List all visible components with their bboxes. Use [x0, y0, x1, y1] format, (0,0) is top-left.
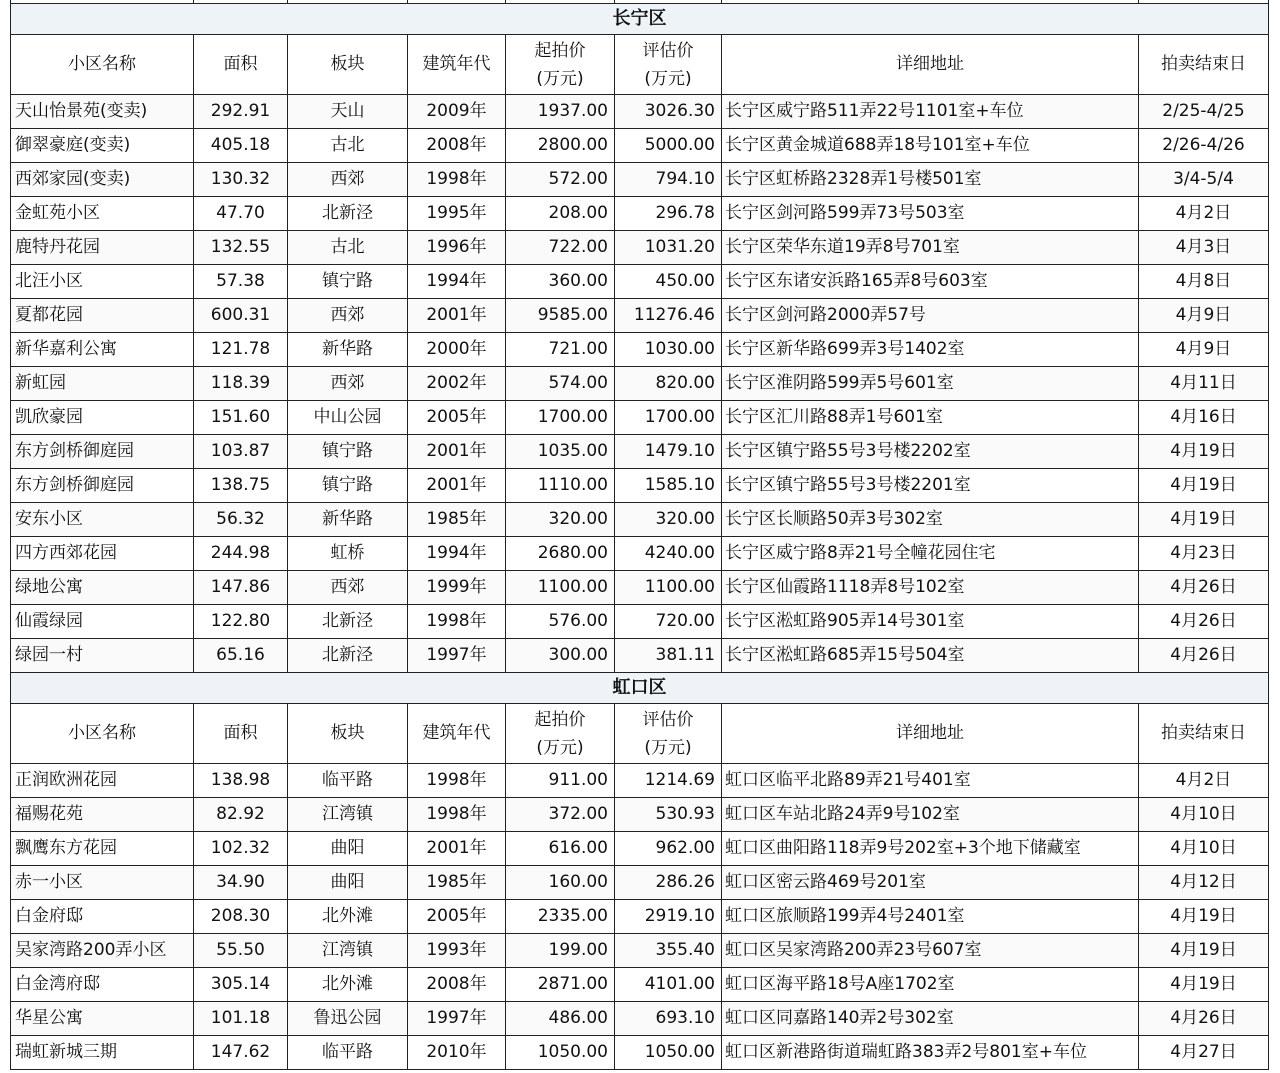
table-row	[11, 866, 1269, 900]
eval-price-cell: 1214.69	[615, 764, 722, 798]
header-text: 起拍价	[534, 709, 586, 730]
start-price-cell: 574.00	[506, 367, 615, 401]
start-price-cell: 721.00	[506, 333, 615, 367]
header-end-date: 拍卖结束日	[1139, 704, 1269, 764]
table-row	[11, 503, 1269, 537]
header-area: 面积	[194, 704, 288, 764]
section-title: 虹口区	[11, 673, 1269, 704]
area-cell: 405.18	[194, 129, 288, 163]
eval-price-cell: 693.10	[615, 1002, 722, 1036]
table-row	[11, 401, 1269, 435]
eval-price-cell: 5000.00	[615, 129, 722, 163]
eval-price-cell: 296.78	[615, 197, 722, 231]
end-date-cell: 4月9日	[1139, 333, 1269, 367]
name-cell: 四方西郊花园	[11, 537, 194, 571]
table-row	[11, 1036, 1269, 1070]
area-cell: 138.98	[194, 764, 288, 798]
block-cell: 临平路	[288, 764, 408, 798]
year-cell: 2008年	[408, 968, 506, 1002]
year-cell: 2000年	[408, 333, 506, 367]
end-date-cell: 4月12日	[1139, 866, 1269, 900]
header-end-date: 拍卖结束日	[1139, 35, 1269, 95]
area-cell: 244.98	[194, 537, 288, 571]
area-cell: 600.31	[194, 299, 288, 333]
section-title-row	[11, 673, 1269, 704]
area-cell: 208.30	[194, 900, 288, 934]
header-eval-price	[615, 35, 722, 95]
name-cell: 福赐花苑	[11, 798, 194, 832]
table-row	[11, 299, 1269, 333]
auction-listing	[10, 0, 1268, 1070]
area-cell: 122.80	[194, 605, 288, 639]
end-date-cell: 4月10日	[1139, 798, 1269, 832]
header-text: (万元)	[644, 68, 692, 89]
end-date-cell: 4月26日	[1139, 1002, 1269, 1036]
block-cell: 新华路	[288, 503, 408, 537]
name-cell: 金虹苑小区	[11, 197, 194, 231]
start-price-cell: 9585.00	[506, 299, 615, 333]
table-row	[11, 333, 1269, 367]
table-row	[11, 95, 1269, 129]
start-price-cell: 300.00	[506, 639, 615, 673]
start-price-cell: 1100.00	[506, 571, 615, 605]
header-start-price	[506, 704, 615, 764]
end-date-cell: 4月19日	[1139, 900, 1269, 934]
name-cell: 绿地公寓	[11, 571, 194, 605]
start-price-cell: 2680.00	[506, 537, 615, 571]
table-row	[11, 163, 1269, 197]
header-name: 小区名称	[11, 704, 194, 764]
area-cell: 292.91	[194, 95, 288, 129]
eval-price-cell: 2919.10	[615, 900, 722, 934]
end-date-cell: 4月26日	[1139, 571, 1269, 605]
eval-price-cell: 320.00	[615, 503, 722, 537]
area-cell: 55.50	[194, 934, 288, 968]
name-cell: 新虹园	[11, 367, 194, 401]
table-row	[11, 435, 1269, 469]
eval-price-cell: 1050.00	[615, 1036, 722, 1070]
header-text: 评估价	[642, 40, 694, 61]
header-name: 小区名称	[11, 35, 194, 95]
eval-price-cell: 794.10	[615, 163, 722, 197]
table-row	[11, 934, 1269, 968]
year-cell: 2008年	[408, 129, 506, 163]
start-price-cell: 722.00	[506, 231, 615, 265]
header-address: 详细地址	[722, 35, 1139, 95]
block-cell: 新华路	[288, 333, 408, 367]
year-cell: 2010年	[408, 1036, 506, 1070]
block-cell: 西郊	[288, 299, 408, 333]
year-cell: 1998年	[408, 798, 506, 832]
eval-price-cell: 1585.10	[615, 469, 722, 503]
start-price-cell: 576.00	[506, 605, 615, 639]
address-cell: 长宁区新华路699弄3号1402室	[722, 333, 1139, 367]
table-row	[11, 900, 1269, 934]
year-cell: 2001年	[408, 435, 506, 469]
end-date-cell: 3/4-5/4	[1139, 163, 1269, 197]
header-text: (万元)	[644, 737, 692, 758]
eval-price-cell: 3026.30	[615, 95, 722, 129]
start-price-cell: 208.00	[506, 197, 615, 231]
year-cell: 2002年	[408, 367, 506, 401]
block-cell: 江湾镇	[288, 934, 408, 968]
address-cell: 长宁区仙霞路1118弄8号102室	[722, 571, 1139, 605]
eval-price-cell: 286.26	[615, 866, 722, 900]
area-cell: 147.62	[194, 1036, 288, 1070]
area-cell: 101.18	[194, 1002, 288, 1036]
eval-price-cell: 1100.00	[615, 571, 722, 605]
header-row	[11, 704, 1269, 764]
block-cell: 镇宁路	[288, 469, 408, 503]
header-block: 板块	[288, 704, 408, 764]
end-date-cell: 4月11日	[1139, 367, 1269, 401]
year-cell: 1997年	[408, 639, 506, 673]
block-cell: 西郊	[288, 163, 408, 197]
start-price-cell: 1110.00	[506, 469, 615, 503]
block-cell: 北新泾	[288, 197, 408, 231]
end-date-cell: 4月8日	[1139, 265, 1269, 299]
header-text: 评估价	[642, 709, 694, 730]
name-cell: 瑞虹新城三期	[11, 1036, 194, 1070]
eval-price-cell: 820.00	[615, 367, 722, 401]
end-date-cell: 4月26日	[1139, 605, 1269, 639]
block-cell: 镇宁路	[288, 265, 408, 299]
address-cell: 虹口区同嘉路140弄2号302室	[722, 1002, 1139, 1036]
area-cell: 47.70	[194, 197, 288, 231]
name-cell: 东方剑桥御庭园	[11, 435, 194, 469]
name-cell: 鹿特丹花园	[11, 231, 194, 265]
block-cell: 临平路	[288, 1036, 408, 1070]
name-cell: 御翠豪庭(变卖)	[11, 129, 194, 163]
table-row	[11, 1002, 1269, 1036]
year-cell: 2005年	[408, 900, 506, 934]
header-year: 建筑年代	[408, 35, 506, 95]
area-cell: 34.90	[194, 866, 288, 900]
header-text: (万元)	[536, 68, 584, 89]
start-price-cell: 1700.00	[506, 401, 615, 435]
area-cell: 132.55	[194, 231, 288, 265]
section-title: 长宁区	[11, 4, 1269, 35]
end-date-cell: 4月16日	[1139, 401, 1269, 435]
year-cell: 2001年	[408, 299, 506, 333]
address-cell: 虹口区车站北路24弄9号102室	[722, 798, 1139, 832]
end-date-cell: 4月3日	[1139, 231, 1269, 265]
address-cell: 长宁区镇宁路55号3号楼2201室	[722, 469, 1139, 503]
eval-price-cell: 720.00	[615, 605, 722, 639]
header-start-price	[506, 35, 615, 95]
table-row	[11, 968, 1269, 1002]
name-cell: 西郊家园(变卖)	[11, 163, 194, 197]
year-cell: 1997年	[408, 1002, 506, 1036]
table-row	[11, 639, 1269, 673]
address-cell: 虹口区吴家湾路200弄23号607室	[722, 934, 1139, 968]
address-cell: 长宁区淮阴路599弄5号601室	[722, 367, 1139, 401]
section-title-row	[11, 4, 1269, 35]
end-date-cell: 4月2日	[1139, 764, 1269, 798]
start-price-cell: 2871.00	[506, 968, 615, 1002]
address-cell: 虹口区曲阳路118弄9号202室+3个地下储藏室	[722, 832, 1139, 866]
name-cell: 仙霞绿园	[11, 605, 194, 639]
start-price-cell: 372.00	[506, 798, 615, 832]
start-price-cell: 360.00	[506, 265, 615, 299]
block-cell: 古北	[288, 129, 408, 163]
address-cell: 长宁区虹桥路2328弄1号楼501室	[722, 163, 1139, 197]
eval-price-cell: 4101.00	[615, 968, 722, 1002]
year-cell: 1998年	[408, 605, 506, 639]
year-cell: 1995年	[408, 197, 506, 231]
year-cell: 2001年	[408, 469, 506, 503]
end-date-cell: 4月27日	[1139, 1036, 1269, 1070]
address-cell: 虹口区密云路469号201室	[722, 866, 1139, 900]
table-row	[11, 129, 1269, 163]
area-cell: 56.32	[194, 503, 288, 537]
address-cell: 长宁区淞虹路905弄14号301室	[722, 605, 1139, 639]
start-price-cell: 1035.00	[506, 435, 615, 469]
name-cell: 北汪小区	[11, 265, 194, 299]
name-cell: 凯欣豪园	[11, 401, 194, 435]
address-cell: 长宁区镇宁路55号3号楼2202室	[722, 435, 1139, 469]
area-cell: 82.92	[194, 798, 288, 832]
end-date-cell: 4月23日	[1139, 537, 1269, 571]
eval-price-cell: 1700.00	[615, 401, 722, 435]
header-eval-price	[615, 704, 722, 764]
end-date-cell: 4月10日	[1139, 832, 1269, 866]
start-price-cell: 160.00	[506, 866, 615, 900]
eval-price-cell: 1030.00	[615, 333, 722, 367]
area-cell: 118.39	[194, 367, 288, 401]
name-cell: 新华嘉利公寓	[11, 333, 194, 367]
area-cell: 130.32	[194, 163, 288, 197]
year-cell: 1994年	[408, 265, 506, 299]
end-date-cell: 2/25-4/25	[1139, 95, 1269, 129]
block-cell: 北新泾	[288, 639, 408, 673]
table-row	[11, 231, 1269, 265]
block-cell: 古北	[288, 231, 408, 265]
end-date-cell: 4月9日	[1139, 299, 1269, 333]
block-cell: 曲阳	[288, 832, 408, 866]
block-cell: 西郊	[288, 571, 408, 605]
name-cell: 吴家湾路200弄小区	[11, 934, 194, 968]
name-cell: 天山怡景苑(变卖)	[11, 95, 194, 129]
start-price-cell: 2800.00	[506, 129, 615, 163]
end-date-cell: 4月19日	[1139, 435, 1269, 469]
end-date-cell: 4月19日	[1139, 934, 1269, 968]
start-price-cell: 199.00	[506, 934, 615, 968]
end-date-cell: 4月19日	[1139, 968, 1269, 1002]
area-cell: 65.16	[194, 639, 288, 673]
table-row	[11, 469, 1269, 503]
eval-price-cell: 530.93	[615, 798, 722, 832]
address-cell: 长宁区威宁路8弄21号全幢花园住宅	[722, 537, 1139, 571]
address-cell: 长宁区荣华东道19弄8号701室	[722, 231, 1139, 265]
header-row	[11, 35, 1269, 95]
year-cell: 2005年	[408, 401, 506, 435]
area-cell: 151.60	[194, 401, 288, 435]
block-cell: 北外滩	[288, 900, 408, 934]
end-date-cell: 2/26-4/26	[1139, 129, 1269, 163]
area-cell: 147.86	[194, 571, 288, 605]
header-year: 建筑年代	[408, 704, 506, 764]
table-row	[11, 605, 1269, 639]
eval-price-cell: 355.40	[615, 934, 722, 968]
eval-price-cell: 1479.10	[615, 435, 722, 469]
start-price-cell: 486.00	[506, 1002, 615, 1036]
block-cell: 鲁迅公园	[288, 1002, 408, 1036]
start-price-cell: 320.00	[506, 503, 615, 537]
eval-price-cell: 962.00	[615, 832, 722, 866]
eval-price-cell: 450.00	[615, 265, 722, 299]
header-text: 起拍价	[534, 40, 586, 61]
area-cell: 121.78	[194, 333, 288, 367]
table-row	[11, 798, 1269, 832]
address-cell: 虹口区新港路街道瑞虹路383弄2号801室+车位	[722, 1036, 1139, 1070]
table-row	[11, 832, 1269, 866]
area-cell: 305.14	[194, 968, 288, 1002]
table-row	[11, 197, 1269, 231]
year-cell: 1996年	[408, 231, 506, 265]
name-cell: 赤一小区	[11, 866, 194, 900]
year-cell: 1994年	[408, 537, 506, 571]
name-cell: 绿园一村	[11, 639, 194, 673]
end-date-cell: 4月19日	[1139, 469, 1269, 503]
address-cell: 长宁区东诸安浜路165弄8号603室	[722, 265, 1139, 299]
block-cell: 天山	[288, 95, 408, 129]
header-text: (万元)	[536, 737, 584, 758]
eval-price-cell: 381.11	[615, 639, 722, 673]
area-cell: 138.75	[194, 469, 288, 503]
table-row	[11, 367, 1269, 401]
address-cell: 长宁区黄金城道688弄18号101室+车位	[722, 129, 1139, 163]
name-cell: 白金府邸	[11, 900, 194, 934]
area-cell: 57.38	[194, 265, 288, 299]
eval-price-cell: 1031.20	[615, 231, 722, 265]
table-row	[11, 265, 1269, 299]
address-cell: 长宁区威宁路511弄22号1101室+车位	[722, 95, 1139, 129]
eval-price-cell: 11276.46	[615, 299, 722, 333]
address-cell: 长宁区汇川路88弄1号601室	[722, 401, 1139, 435]
block-cell: 镇宁路	[288, 435, 408, 469]
start-price-cell: 911.00	[506, 764, 615, 798]
start-price-cell: 1937.00	[506, 95, 615, 129]
end-date-cell: 4月2日	[1139, 197, 1269, 231]
year-cell: 1985年	[408, 866, 506, 900]
block-cell: 中山公园	[288, 401, 408, 435]
year-cell: 2009年	[408, 95, 506, 129]
address-cell: 长宁区剑河路2000弄57号	[722, 299, 1139, 333]
header-area: 面积	[194, 35, 288, 95]
year-cell: 1998年	[408, 764, 506, 798]
block-cell: 虹桥	[288, 537, 408, 571]
end-date-cell: 4月19日	[1139, 503, 1269, 537]
block-cell: 曲阳	[288, 866, 408, 900]
area-cell: 102.32	[194, 832, 288, 866]
year-cell: 2001年	[408, 832, 506, 866]
start-price-cell: 616.00	[506, 832, 615, 866]
year-cell: 1985年	[408, 503, 506, 537]
block-cell: 西郊	[288, 367, 408, 401]
start-price-cell: 2335.00	[506, 900, 615, 934]
start-price-cell: 1050.00	[506, 1036, 615, 1070]
name-cell: 东方剑桥御庭园	[11, 469, 194, 503]
address-cell: 虹口区旅顺路199弄4号2401室	[722, 900, 1139, 934]
start-price-cell: 572.00	[506, 163, 615, 197]
name-cell: 夏都花园	[11, 299, 194, 333]
year-cell: 1993年	[408, 934, 506, 968]
header-address: 详细地址	[722, 704, 1139, 764]
year-cell: 1999年	[408, 571, 506, 605]
address-cell: 长宁区长顺路50弄3号302室	[722, 503, 1139, 537]
name-cell: 安东小区	[11, 503, 194, 537]
block-cell: 江湾镇	[288, 798, 408, 832]
table-row	[11, 571, 1269, 605]
eval-price-cell: 4240.00	[615, 537, 722, 571]
table-row	[11, 537, 1269, 571]
block-cell: 北新泾	[288, 605, 408, 639]
name-cell: 华星公寓	[11, 1002, 194, 1036]
address-cell: 长宁区淞虹路685弄15号504室	[722, 639, 1139, 673]
name-cell: 正润欧洲花园	[11, 764, 194, 798]
year-cell: 1998年	[408, 163, 506, 197]
name-cell: 飘鹰东方花园	[11, 832, 194, 866]
block-cell: 北外滩	[288, 968, 408, 1002]
address-cell: 长宁区剑河路599弄73号503室	[722, 197, 1139, 231]
header-block: 板块	[288, 35, 408, 95]
address-cell: 虹口区海平路18号A座1702室	[722, 968, 1139, 1002]
name-cell: 白金湾府邸	[11, 968, 194, 1002]
table-row	[11, 764, 1269, 798]
auction-table	[10, 0, 1269, 1070]
end-date-cell: 4月26日	[1139, 639, 1269, 673]
address-cell: 虹口区临平北路89弄21号401室	[722, 764, 1139, 798]
area-cell: 103.87	[194, 435, 288, 469]
